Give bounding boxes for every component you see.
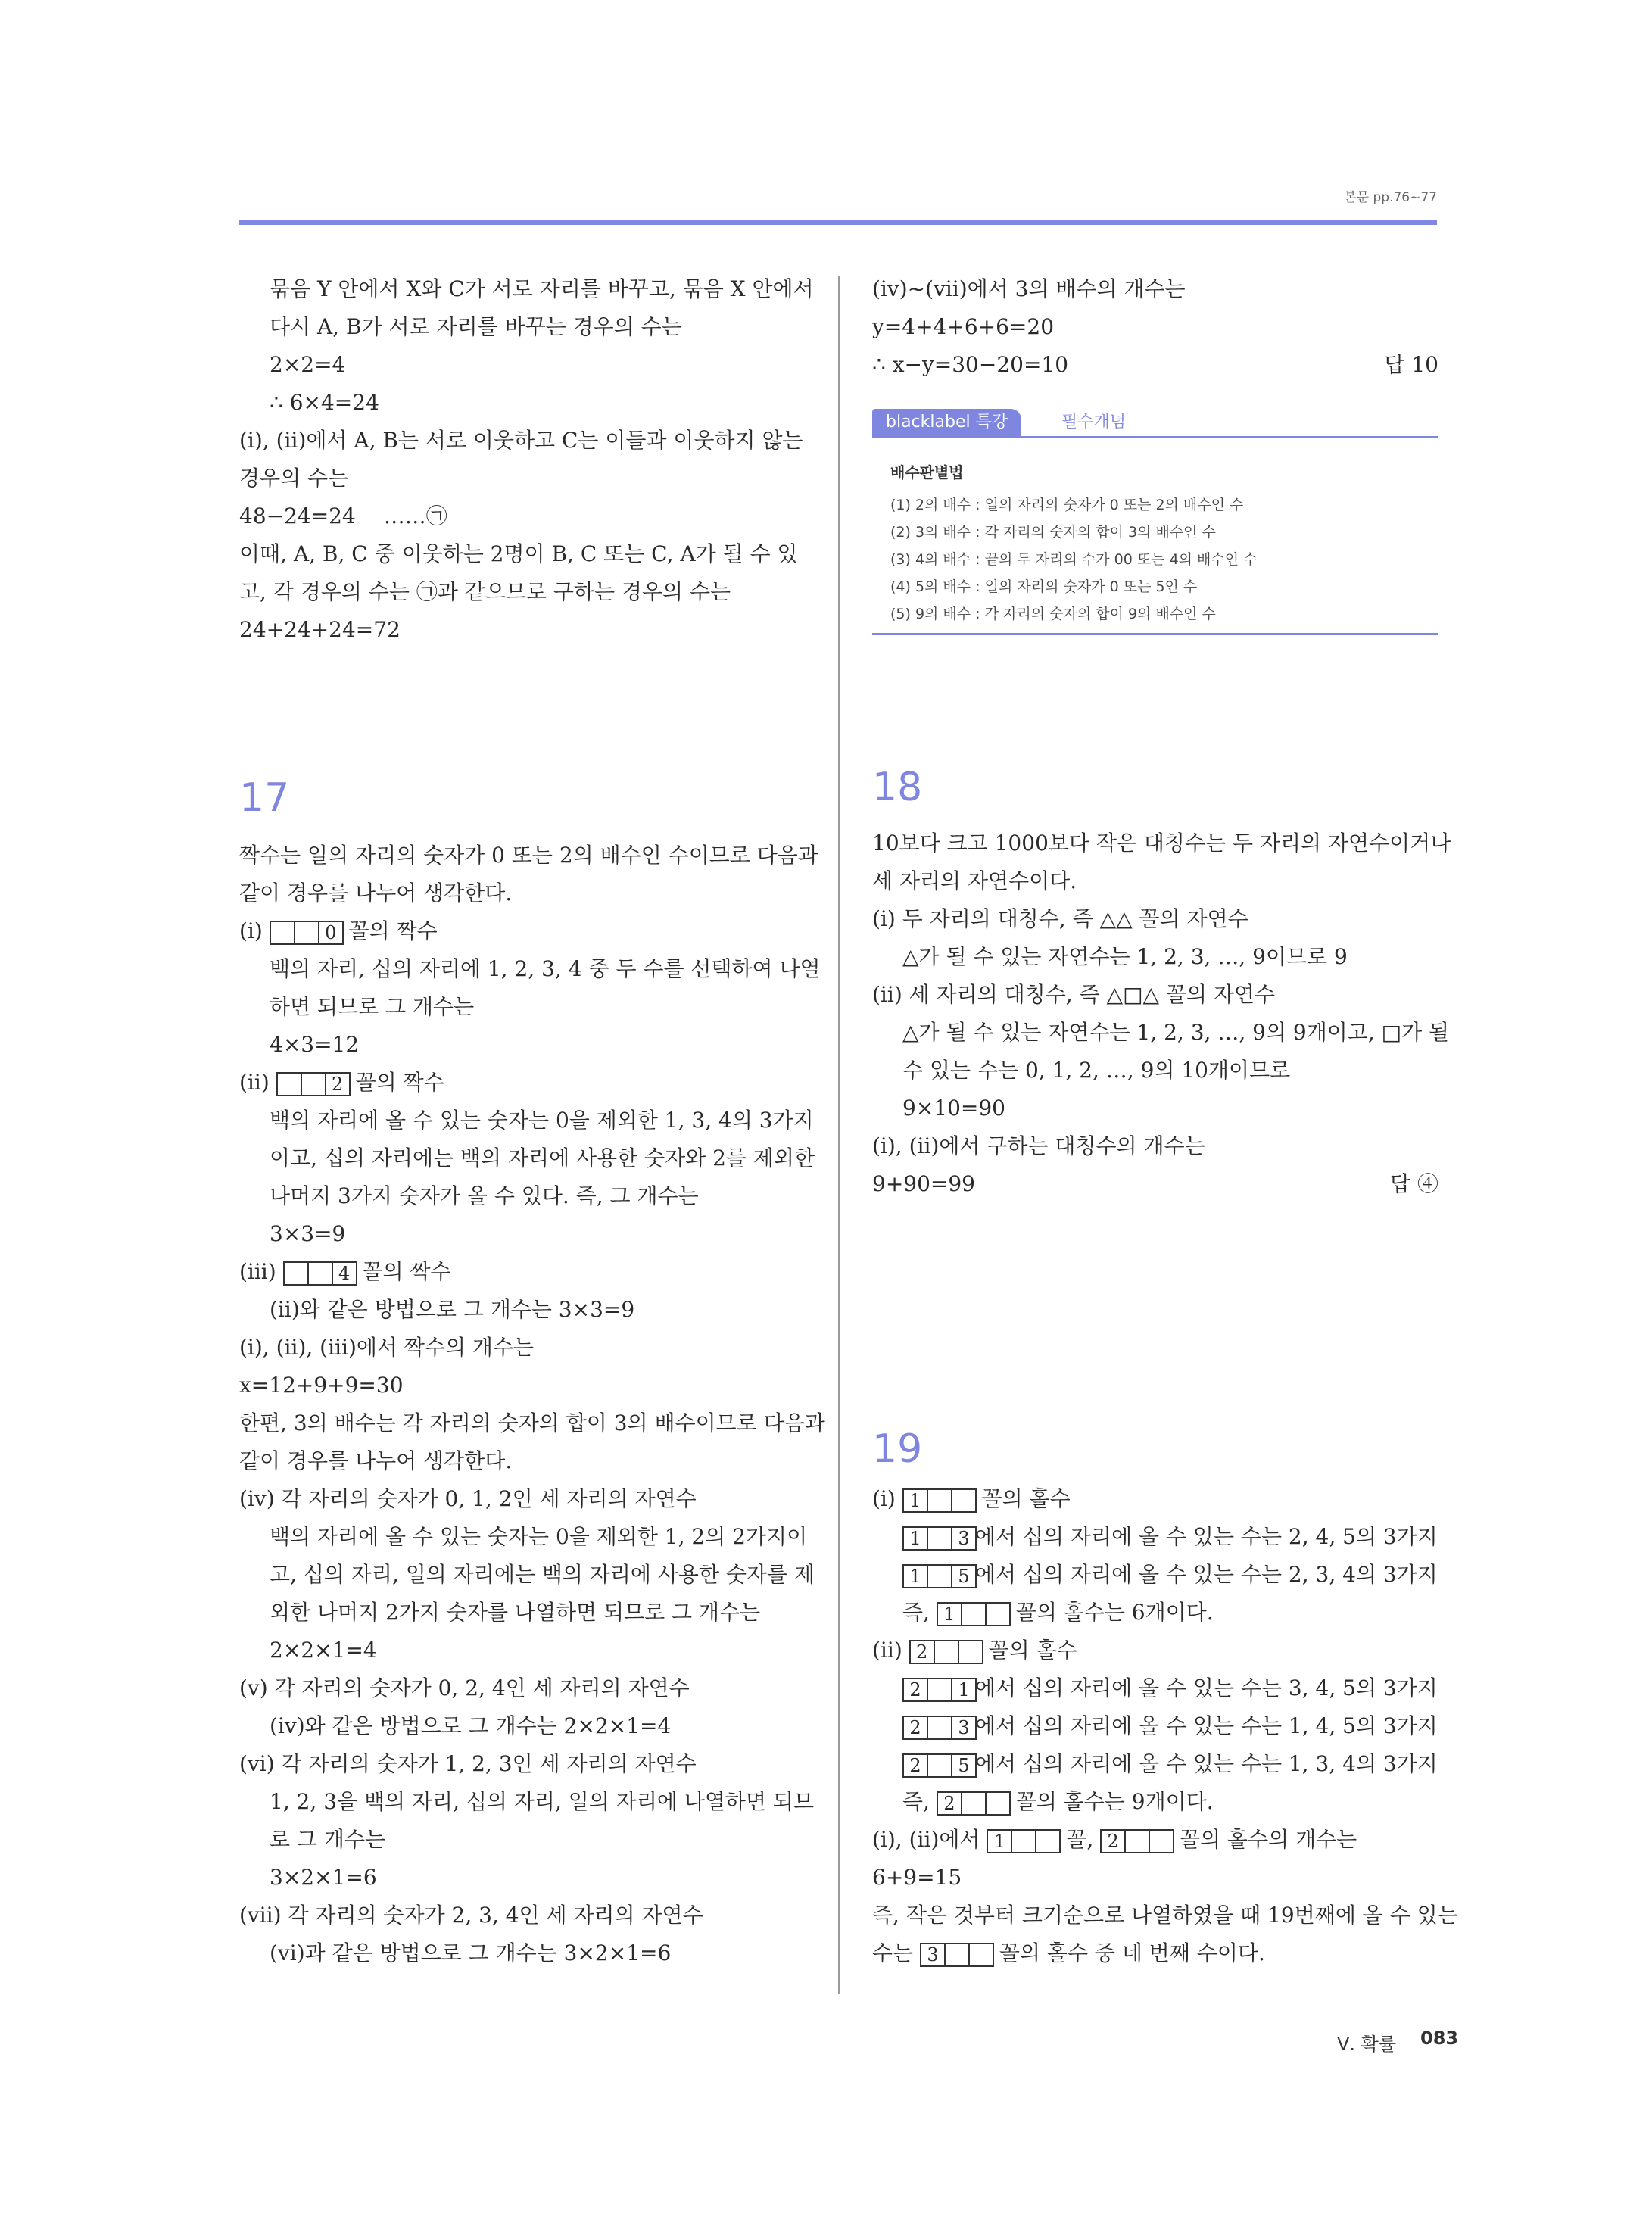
case-label: (ⅱ) [872,1638,902,1663]
case-text: 에서 십의 자리에 올 수 있는 수는 2, 3, 4의 3가지 [975,1562,1438,1587]
case-line [872,1637,1077,1664]
blacklabel-box [872,409,1438,636]
digit-box [927,1753,952,1778]
text-line: (ⅶ) 각 자리의 숫자가 2, 3, 4인 세 자리의 자연수 [239,1903,703,1928]
text-line: (ⅵ)과 같은 방법으로 그 개수는 3×2×1=6 [270,1940,672,1965]
answer-label: 답 ④ [1390,1171,1438,1196]
case-text: 즉, [902,1789,930,1814]
answer-label: 답 10 [1384,352,1438,377]
header-rule [239,220,1437,225]
text-line: 백의 자리, 십의 자리에 1, 2, 3, 4 중 두 수를 선택하여 나열 [270,956,821,981]
case-text: 꼴의 홀수는 6개이다. [1015,1600,1214,1625]
blacklabel-rule [872,633,1438,635]
text-line: 9+90=99 [872,1171,975,1196]
text-line: 하면 되므로 그 개수는 [270,994,475,1019]
text-line: 고, 십의 자리, 일의 자리에는 백의 자리에 사용한 숫자를 제 [270,1562,815,1587]
blacklabel-item: (5) 9의 배수 : 각 자리의 숫자의 합이 9의 배수인 수 [890,606,1216,622]
text-line: 1, 2, 3을 백의 자리, 십의 자리, 일의 자리에 나열하면 되므 [270,1789,815,1814]
digit-box: 1 [951,1678,977,1702]
digit-box: 2 [909,1640,935,1664]
blacklabel-tag: blacklabel 특강 [872,409,1021,436]
text-line: 10보다 크고 1000보다 작은 대칭수는 두 자리의 자연수이거나 [872,831,1451,856]
text-line: (ⅰ) 두 자리의 대칭수, 즉 △△ 꼴의 자연수 [872,906,1248,931]
sub-case-line [902,1750,1438,1778]
case-text: 꼴의 짝수 [348,918,438,943]
digit-box: 1 [987,1829,1012,1853]
text-line: 같이 경우를 나누어 생각한다. [239,1448,513,1473]
digit-box: 3 [920,1943,946,1967]
digit-box [927,1488,952,1513]
text-line: 로 그 개수는 [270,1827,386,1852]
text-line: 수 있는 수는 0, 1, 2, …, 9의 10개이므로 [902,1058,1291,1083]
digit-box [1124,1829,1150,1853]
text-line: 48−24=24 ……㉠ [239,503,447,528]
case-text: 꼴의 홀수 중 네 번째 수이다. [999,1940,1265,1965]
digit-box: 2 [902,1716,928,1740]
digit-box: 5 [951,1753,977,1778]
text-line: (ⅰ), (ⅱ)에서 A, B는 서로 이웃하고 C는 이들과 이웃하지 않는 [239,428,803,453]
sub-case-line [902,1675,1438,1702]
case-line [239,1258,451,1286]
text-line: (ⅰ), (ⅱ), (ⅲ)에서 짝수의 개수는 [239,1335,535,1360]
text-line: ∴ 6×4=24 [270,390,379,415]
text-line: 24+24+24=72 [239,617,401,642]
text-line: (ⅴ) 각 자리의 숫자가 0, 2, 4인 세 자리의 자연수 [239,1675,690,1700]
footer-chapter: Ⅴ. 확률 [1337,2034,1397,2055]
case-text: 수는 [872,1940,914,1965]
text-line: (ⅳ) 각 자리의 숫자가 0, 1, 2인 세 자리의 자연수 [239,1486,697,1511]
case-text: 꼴의 홀수 [981,1486,1071,1511]
problem-number-19: 19 [872,1426,923,1472]
digit-box [961,1791,987,1816]
digit-box: 1 [902,1488,928,1513]
text-line: (ⅵ) 각 자리의 숫자가 1, 2, 3인 세 자리의 자연수 [239,1751,697,1776]
case-label: (ⅰ) [872,1486,896,1511]
text-line: (ⅱ) 세 자리의 대칭수, 즉 △□△ 꼴의 자연수 [872,982,1276,1007]
blacklabel-title: 배수판별법 [890,463,964,482]
combine-line [872,1826,1357,1853]
text-line: 묶음 Y 안에서 X와 C가 서로 자리를 바꾸고, 묶음 X 안에서 [270,276,814,301]
case-text: 꼴의 홀수는 9개이다. [1015,1789,1214,1814]
text-line: 같이 경우를 나누어 생각한다. [239,881,513,906]
text-line: 3×2×1=6 [270,1865,377,1890]
text-line: 이고, 십의 자리에는 백의 자리에 사용한 숫자와 2를 제외한 [270,1146,815,1170]
blacklabel-subtitle: 필수개념 [1061,413,1127,432]
text-line: (ⅳ)~(ⅶ)에서 3의 배수의 개수는 [872,276,1186,301]
final-line [872,1940,1265,1967]
digit-box: 3 [951,1526,977,1551]
digit-box [985,1791,1011,1816]
sub-case-line [902,1523,1438,1551]
case-text: 꼴의 짝수 [362,1259,451,1284]
text-line: 경우의 수는 [239,466,349,491]
text-line: 한편, 3의 배수는 각 자리의 숫자의 합이 3의 배수이므로 다음과 [239,1411,825,1435]
digit-box: 0 [318,921,344,945]
digit-box: 2 [325,1072,351,1096]
text-line: 6+9=15 [872,1865,962,1890]
text-line: 백의 자리에 올 수 있는 숫자는 0을 제외한 1, 2의 2가지이 [270,1524,808,1549]
case-line [239,1069,444,1096]
digit-box [944,1943,970,1967]
digit-box [985,1602,1011,1626]
blacklabel-item: (4) 5의 배수 : 일의 자리의 숫자가 0 또는 5인 수 [890,578,1198,595]
digit-box [1011,1829,1036,1853]
text-line: 4×3=12 [270,1032,360,1057]
text-line: y=4+4+6+6=20 [872,314,1055,339]
problem-number-17: 17 [239,775,290,821]
digit-box [927,1564,952,1588]
case-text: 꼴의 홀수의 개수는 [1180,1827,1357,1852]
digit-box [961,1602,987,1626]
case-text: 에서 십의 자리에 올 수 있는 수는 3, 4, 5의 3가지 [975,1675,1438,1700]
text-line: 이때, A, B, C 중 이웃하는 2명이 B, C 또는 C, A가 될 수 있 [239,541,798,566]
text-line: 외한 나머지 2가지 숫자를 나열하면 되므로 그 개수는 [270,1600,761,1625]
digit-box [1149,1829,1174,1853]
digit-box [294,921,319,945]
sub-case-line [902,1713,1438,1740]
summary-line [902,1599,1214,1626]
text-line: 다시 A, B가 서로 자리를 바꾸는 경우의 수는 [270,314,682,339]
digit-box [270,921,295,945]
text-line: (ⅰ), (ⅱ)에서 구하는 대칭수의 개수는 [872,1133,1205,1158]
text-line: 짝수는 일의 자리의 숫자가 0 또는 2의 배수인 수이므로 다음과 [239,843,818,868]
digit-box: 5 [951,1564,977,1588]
case-label: (ⅱ) [239,1070,270,1095]
text-line: △가 될 수 있는 자연수는 1, 2, 3, …, 9의 9개이고, □가 될 [902,1020,1450,1045]
sub-case-line [902,1561,1438,1588]
text-line: 고, 각 경우의 수는 ㉠과 같으므로 구하는 경우의 수는 [239,579,731,604]
digit-box [283,1261,309,1286]
text-line: 백의 자리에 올 수 있는 숫자는 0을 제외한 1, 3, 4의 3가지 [270,1108,814,1133]
summary-line [902,1788,1214,1816]
case-text: 꼴의 짝수 [355,1070,444,1095]
digit-box: 2 [902,1678,928,1702]
digit-box: 1 [902,1564,928,1588]
text-line: 2×2×1=4 [270,1638,377,1663]
text-line: 2×2=4 [270,352,346,377]
digit-box [307,1261,333,1286]
blacklabel-item: (2) 3의 배수 : 각 자리의 숫자의 합이 3의 배수인 수 [890,524,1216,541]
digit-box [1035,1829,1061,1853]
digit-box [276,1072,302,1096]
digit-box [951,1488,977,1513]
blacklabel-item: (3) 4의 배수 : 끝의 두 자리의 수가 00 또는 4의 배수인 수 [890,551,1258,568]
case-label: (ⅰ) [239,918,263,943]
case-text: 꼴, [1066,1827,1094,1852]
text-line: x=12+9+9=30 [239,1373,404,1398]
case-text: 에서 십의 자리에 올 수 있는 수는 1, 3, 4의 3가지 [975,1751,1438,1776]
text-line: (ⅳ)와 같은 방법으로 그 개수는 2×2×1=4 [270,1713,672,1738]
text-line: ∴ x−y=30−20=10 [872,352,1069,377]
case-label: (ⅲ) [239,1259,276,1284]
text-line: 9×10=90 [902,1096,1005,1121]
blacklabel-rule [872,436,1438,438]
digit-box: 2 [902,1753,928,1778]
digit-box: 2 [1100,1829,1126,1853]
digit-box [927,1716,952,1740]
digit-box [968,1943,994,1967]
page-number: 083 [1420,2028,1459,2049]
case-text: 꼴의 홀수 [988,1638,1077,1663]
text-line: 즉, 작은 것부터 크기순으로 나열하였을 때 19번째에 올 수 있는 [872,1903,1458,1928]
text-line: (ⅱ)와 같은 방법으로 그 개수는 3×3=9 [270,1297,635,1322]
case-text: 에서 십의 자리에 올 수 있는 수는 2, 4, 5의 3가지 [975,1524,1438,1549]
page-reference: 본문 pp.76~77 [1344,190,1437,205]
text-line: 세 자리의 자연수이다. [872,868,1077,893]
digit-box [958,1640,983,1664]
case-text: 즉, [902,1600,930,1625]
case-text: 에서 십의 자리에 올 수 있는 수는 1, 4, 5의 3가지 [975,1713,1438,1738]
digit-box: 2 [937,1791,962,1816]
blacklabel-item: (1) 2의 배수 : 일의 자리의 숫자가 0 또는 2의 배수인 수 [890,497,1244,513]
case-line [239,918,438,945]
digit-box [301,1072,326,1096]
case-text: (ⅰ), (ⅱ)에서 [872,1827,980,1852]
text-line: 나머지 3가지 숫자가 올 수 있다. 즉, 그 개수는 [270,1183,699,1208]
digit-box: 3 [951,1716,977,1740]
problem-number-18: 18 [872,765,923,810]
digit-box [934,1640,959,1664]
text-line: △가 될 수 있는 자연수는 1, 2, 3, …, 9이므로 9 [902,944,1348,969]
digit-box: 1 [937,1602,962,1626]
digit-box: 1 [902,1526,928,1551]
text-line: 3×3=9 [270,1221,346,1246]
case-line [872,1485,1071,1513]
digit-box [927,1678,952,1702]
digit-box [927,1526,952,1551]
column-divider [838,276,840,1994]
digit-box: 4 [332,1261,357,1286]
